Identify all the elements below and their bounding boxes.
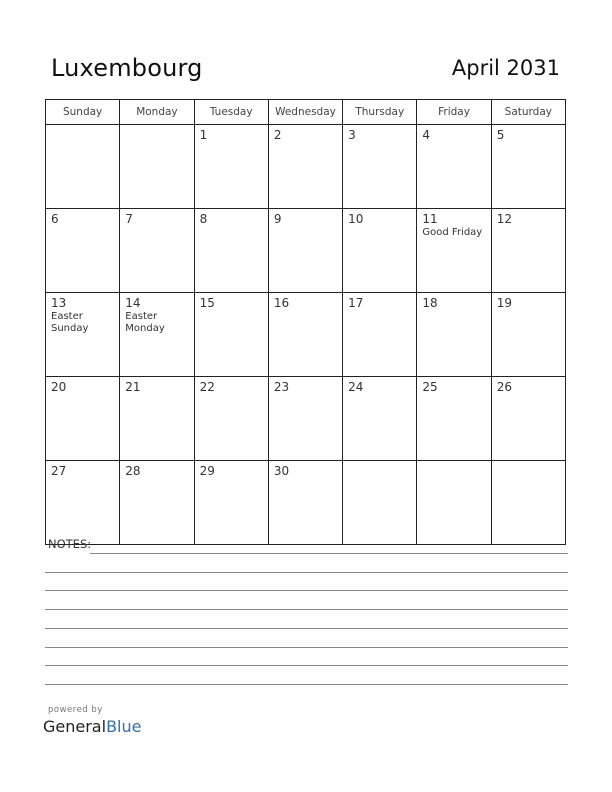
day-number: 26 [496, 380, 512, 394]
weekday-friday: Friday [417, 100, 491, 125]
holiday-label: Good Friday [422, 227, 483, 238]
note-line [45, 572, 568, 573]
note-line [45, 628, 568, 629]
note-line [45, 609, 568, 610]
day-cell [120, 293, 194, 377]
day-number: 16 [273, 296, 290, 310]
day-number: 14 [125, 296, 141, 310]
holiday-label: Easter Sunday [51, 311, 89, 334]
week-row [46, 461, 566, 545]
day-number: 22 [199, 380, 215, 394]
day-number: 19 [496, 296, 512, 310]
day-cell [194, 209, 268, 293]
day-number: 23 [273, 380, 290, 394]
day-cell [417, 125, 491, 209]
day-number: 25 [422, 380, 438, 394]
week-row [46, 209, 566, 293]
day-number: 20 [51, 380, 67, 394]
week-row [46, 293, 566, 377]
day-cell [268, 461, 342, 545]
day-cell [343, 293, 417, 377]
day-number: 7 [125, 212, 133, 226]
day-cell [268, 125, 342, 209]
day-number: 13 [51, 296, 67, 310]
day-cell [194, 461, 268, 545]
day-cell [343, 209, 417, 293]
day-number: 1 [199, 128, 208, 142]
day-number: 5 [496, 128, 505, 142]
day-number: 27 [51, 464, 67, 478]
day-cell [268, 377, 342, 461]
day-number: 8 [199, 212, 208, 226]
month-title: April 2031 [451, 56, 560, 80]
weekday-saturday: Saturday [491, 100, 565, 125]
note-line [45, 590, 568, 591]
day-number: 18 [422, 296, 438, 310]
day-number: 21 [125, 380, 141, 394]
day-cell [194, 125, 268, 209]
note-line [45, 684, 568, 685]
day-cell [268, 293, 342, 377]
day-cell [417, 209, 491, 293]
note-line [45, 665, 568, 666]
day-number: 11 [422, 212, 438, 226]
day-cell [417, 461, 491, 545]
calendar-grid [45, 99, 566, 545]
day-cell [491, 377, 565, 461]
day-cell [343, 461, 417, 545]
week-row [46, 125, 566, 209]
day-cell [417, 377, 491, 461]
day-number: 17 [348, 296, 364, 310]
day-cell [417, 293, 491, 377]
day-cell [491, 293, 565, 377]
day-number: 28 [125, 464, 141, 478]
day-cell [120, 461, 194, 545]
holiday-label: Easter Monday [125, 311, 165, 334]
day-number: 6 [51, 212, 59, 226]
day-cell [268, 209, 342, 293]
day-number: 30 [273, 464, 290, 478]
day-cell [343, 125, 417, 209]
day-cell [194, 293, 268, 377]
day-number: 15 [199, 296, 215, 310]
weekday-header-row [46, 100, 566, 125]
day-number: 9 [273, 212, 282, 226]
day-number: 2 [273, 128, 282, 142]
day-cell [194, 377, 268, 461]
day-cell [491, 461, 565, 545]
weekday-monday: Monday [120, 100, 194, 125]
country-title: Luxembourg [51, 54, 203, 82]
day-cell [46, 461, 120, 545]
brand-logo [43, 717, 141, 736]
note-line [90, 553, 568, 554]
day-number: 4 [422, 128, 431, 142]
day-cell [46, 125, 120, 209]
brand-blue: Blue [106, 717, 142, 736]
day-number: 10 [348, 212, 364, 226]
day-number: 29 [199, 464, 215, 478]
day-cell [46, 209, 120, 293]
day-number: 12 [496, 212, 512, 226]
weekday-thursday: Thursday [343, 100, 417, 125]
day-cell [120, 209, 194, 293]
powered-by-text: powered by [48, 705, 103, 715]
day-number: 3 [348, 128, 356, 142]
weekday-wednesday: Wednesday [268, 100, 342, 125]
note-line [45, 647, 568, 648]
day-cell [46, 377, 120, 461]
day-cell [491, 209, 565, 293]
day-cell [120, 125, 194, 209]
brand-general: General [43, 717, 107, 736]
day-number: 24 [348, 380, 364, 394]
day-cell [343, 377, 417, 461]
day-cell [491, 125, 565, 209]
week-row [46, 377, 566, 461]
notes-label: NOTES: [48, 537, 92, 551]
weekday-tuesday: Tuesday [194, 100, 268, 125]
day-cell [46, 293, 120, 377]
day-cell [120, 377, 194, 461]
weekday-sunday: Sunday [46, 100, 120, 125]
